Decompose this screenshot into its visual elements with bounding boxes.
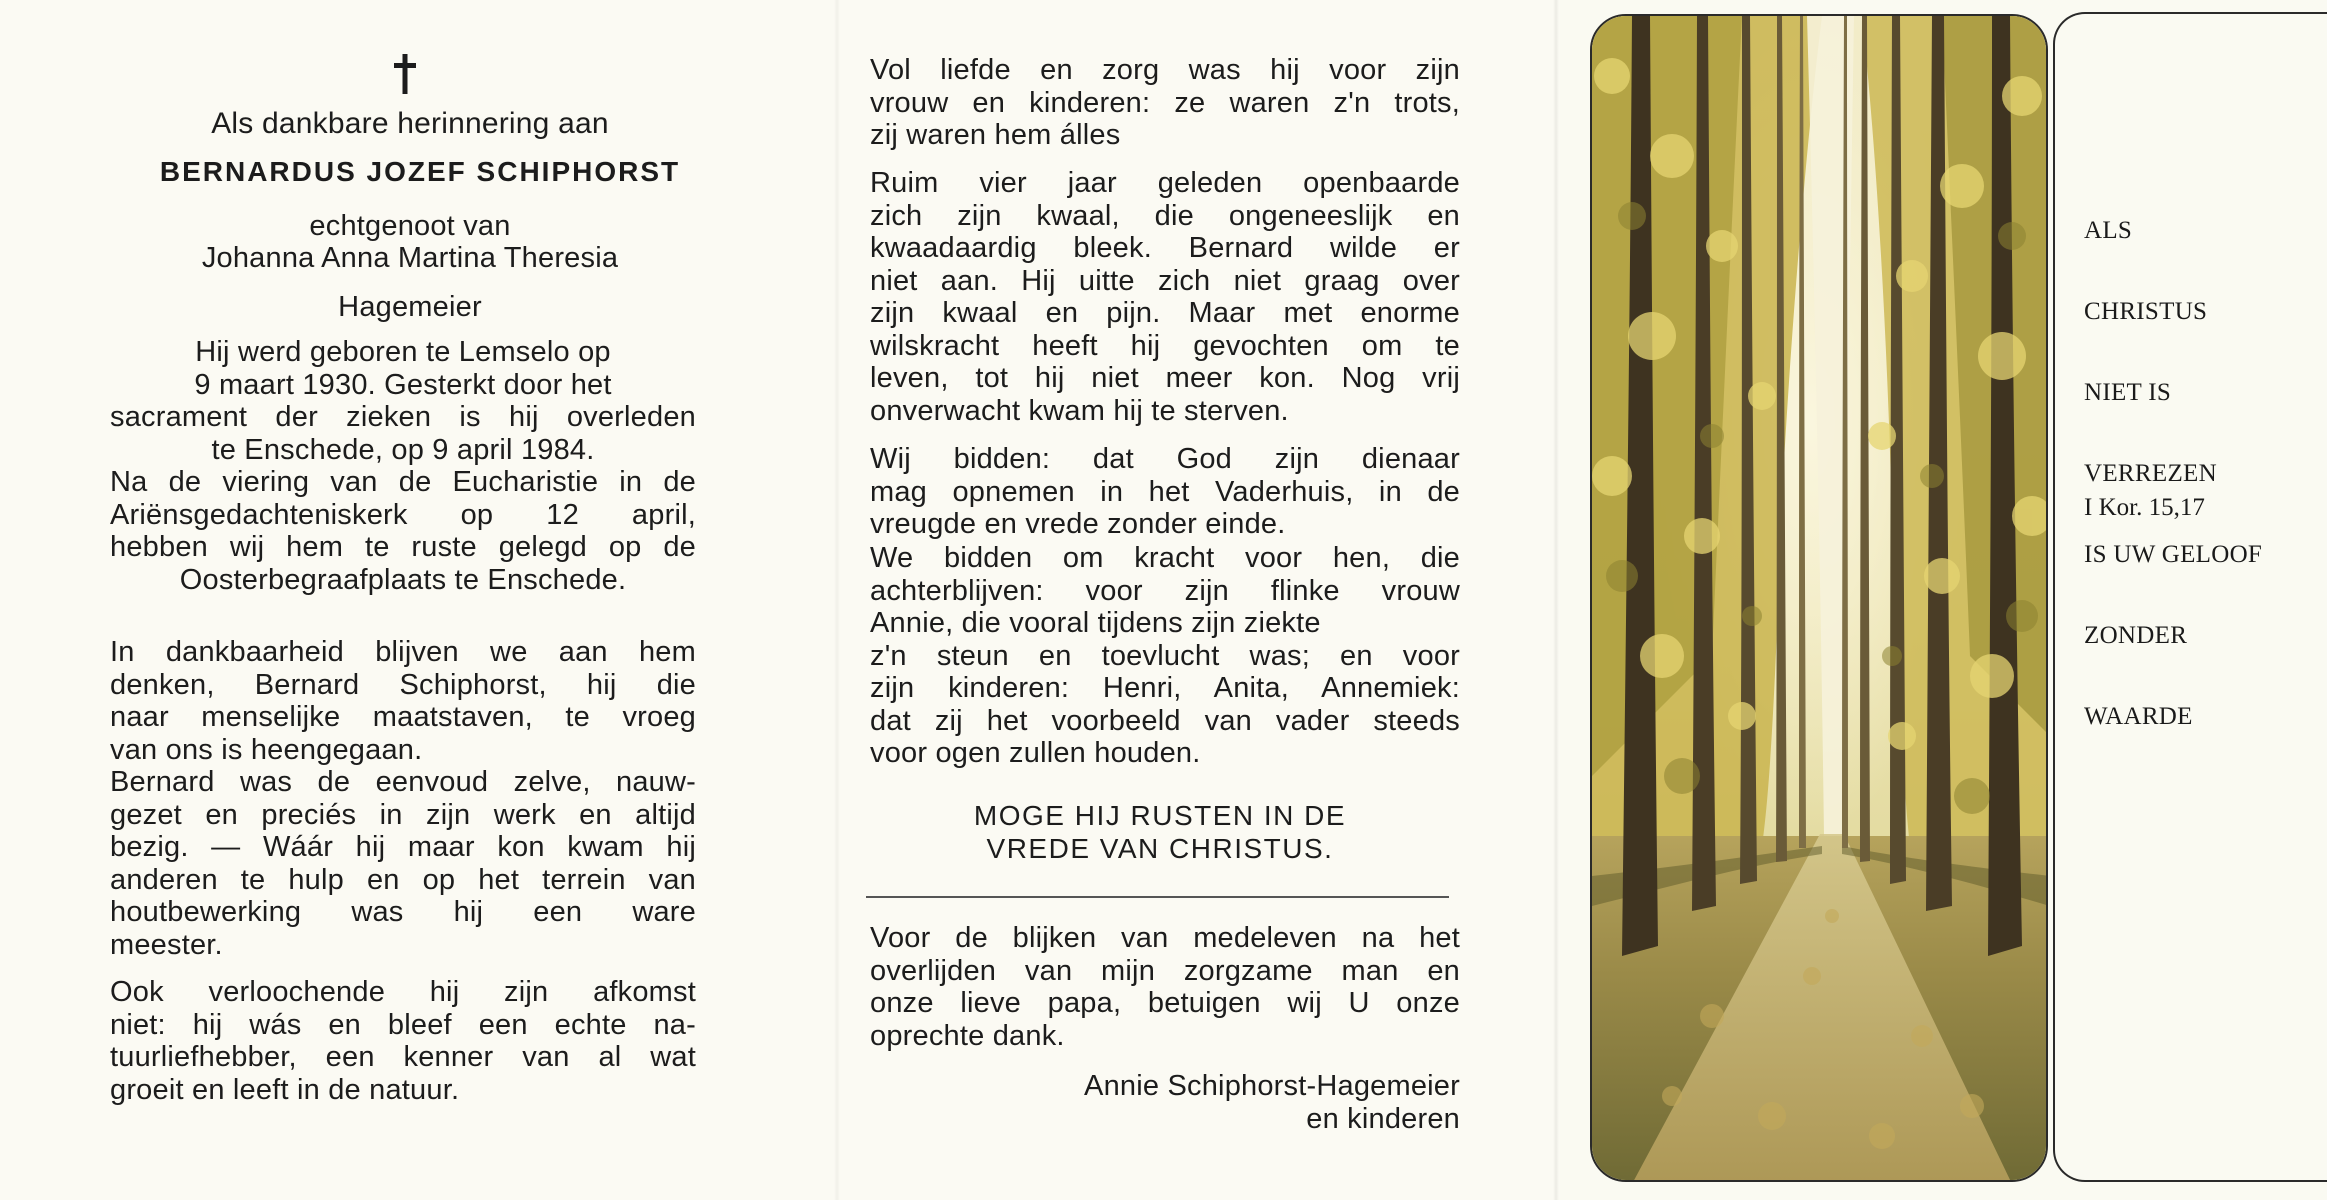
text-line: Annie, die vooral tijdens zijn ziekte bbox=[870, 607, 1321, 639]
text-line: MOGE HIJ RUSTEN IN DE bbox=[973, 800, 1347, 831]
signature-name: Annie Schiphorst-Hagemeier bbox=[1084, 1070, 1460, 1102]
text-line: bezig. — Wáár hij maar kon kwam hij bbox=[110, 831, 696, 863]
spouse-label: echtgenoot van bbox=[309, 210, 511, 242]
text-line: gezet en preciés in zijn werk en altijd bbox=[110, 798, 696, 831]
text-line: vrouw en kinderen: ze waren z'n trots, bbox=[870, 86, 1460, 119]
text-line: zijn kinderen: Henri, Anita, Annemiek: bbox=[870, 672, 1460, 704]
deceased-name: BERNARDUS JOZEF SCHIPHORST bbox=[159, 156, 681, 187]
prayer-paragraph bbox=[870, 443, 1460, 541]
text-line: leven, tot hij niet meer kon. Nog vrij bbox=[870, 362, 1460, 394]
text-line: Voor de blijken van medeleven na het bbox=[870, 922, 1460, 954]
spouse-given-names: Johanna Anna Martina Theresia bbox=[201, 242, 619, 274]
text-line: Ruim vier jaar geleden openbaarde bbox=[870, 167, 1460, 199]
signature-family: en kinderen bbox=[1306, 1102, 1460, 1135]
fold-line bbox=[1553, 0, 1559, 1200]
text-line: onverwacht kwam hij te sterven. bbox=[870, 394, 1289, 427]
text-line: Wij bidden: dat God zijn dienaar bbox=[870, 443, 1460, 475]
text-line: Bernard was de eenvoud zelve, nauw- bbox=[110, 766, 696, 798]
divider bbox=[866, 896, 1449, 898]
intercession-paragraph bbox=[870, 542, 1460, 770]
closing-blessing bbox=[880, 800, 1440, 865]
quote-line: WAARDE bbox=[2084, 702, 2193, 730]
text-line: Oosterbegraafplaats te Enschede. bbox=[179, 563, 627, 596]
illness-paragraph bbox=[870, 167, 1460, 427]
text-line: In dankbaarheid blijven we aan hem bbox=[110, 636, 696, 668]
text-line: oprechte dank. bbox=[870, 1019, 1065, 1052]
cross-icon bbox=[390, 52, 420, 96]
scripture-quote bbox=[2084, 170, 2324, 778]
spouse-surname: Hagemeier bbox=[338, 291, 482, 323]
fold-line bbox=[834, 0, 840, 1200]
text-line: voor ogen zullen houden. bbox=[870, 737, 1201, 769]
text-line: naar menselijke maatstaven, te vroeg bbox=[110, 701, 696, 733]
text-line: groeit en leeft in de natuur. bbox=[110, 1073, 460, 1106]
text-line: 9 maart 1930. Gesterkt door het bbox=[194, 368, 612, 401]
text-line: sacrament der zieken is hij overleden bbox=[110, 401, 696, 433]
intro-text: Als dankbare herinnering aan bbox=[211, 107, 609, 140]
text-line: vreugde en vrede zonder einde. bbox=[870, 508, 1286, 540]
quote-line: ZONDER bbox=[2084, 621, 2188, 649]
text-line: overlijden van mijn zorgzame man en bbox=[870, 954, 1460, 987]
text-line: Vol liefde en zorg was hij voor zijn bbox=[870, 54, 1460, 86]
thanks-paragraph bbox=[870, 922, 1460, 1052]
text-line: hebben wij hem te ruste gelegd op de bbox=[110, 531, 696, 563]
text-line: denken, Bernard Schiphorst, hij die bbox=[110, 668, 696, 701]
text-line: mag opnemen in het Vaderhuis, in de bbox=[870, 475, 1460, 508]
nature-paragraph bbox=[110, 976, 696, 1106]
quote-line: ALS bbox=[2084, 216, 2133, 244]
text-line: dat zij het voorbeeld van vader steeds bbox=[870, 704, 1460, 737]
quote-line: NIET IS bbox=[2084, 378, 2172, 406]
text-line: zijn kwaal en pijn. Maar met enorme bbox=[870, 297, 1460, 329]
quote-line: CHRISTUS bbox=[2084, 297, 2208, 325]
text-line: zij waren hem álles bbox=[870, 119, 1121, 151]
text-line: onze lieve papa, betuigen wij U onze bbox=[870, 987, 1460, 1019]
text-line: tuurliefhebber, een kenner van al wat bbox=[110, 1041, 696, 1073]
text-line: niet aan. Hij uitte zich niet graag over bbox=[870, 264, 1460, 297]
text-line: VREDE VAN CHRISTUS. bbox=[986, 832, 1334, 864]
text-line: van ons is heengegaan. bbox=[110, 733, 423, 766]
biography-paragraph bbox=[110, 336, 696, 596]
text-line: kwaadaardig bleek. Bernard wilde er bbox=[870, 232, 1460, 264]
text-line: Ariënsgedachteniskerk op 12 april, bbox=[110, 498, 696, 531]
text-line: Na de viering van de Eucharistie in de bbox=[110, 466, 696, 498]
text-line: te Enschede, op 9 april 1984. bbox=[211, 433, 595, 466]
quote-line: VERREZEN bbox=[2084, 459, 2217, 487]
text-line: meester. bbox=[110, 928, 223, 961]
quote-line: IS UW GELOOF bbox=[2084, 540, 2263, 568]
text-line: niet: hij wás en bleef een echte na- bbox=[110, 1008, 696, 1041]
love-paragraph bbox=[870, 54, 1460, 152]
text-line: anderen te hulp en op het terrein van bbox=[110, 863, 696, 896]
text-line: z'n steun en toevlucht was; en voor bbox=[870, 639, 1460, 672]
text-line: achterblijven: voor zijn flinke vrouw bbox=[870, 574, 1460, 607]
text-line: zich zijn kwaal, die ongeneeslijk en bbox=[870, 199, 1460, 232]
signature bbox=[980, 1070, 1460, 1135]
text-line: Ook verloochende hij zijn afkomst bbox=[110, 976, 696, 1008]
text-line: wilskracht heeft hij gevochten om te bbox=[870, 329, 1460, 362]
text-line: We bidden om kracht voor hen, die bbox=[870, 542, 1460, 574]
scripture-reference: I Kor. 15,17 bbox=[2084, 494, 2205, 521]
autumn-avenue-photo bbox=[1590, 14, 2048, 1182]
text-line: Hij werd geboren te Lemselo op bbox=[195, 336, 611, 368]
text-line: houtbewerking was hij een ware bbox=[110, 896, 696, 928]
memory-paragraph bbox=[110, 636, 696, 766]
character-paragraph bbox=[110, 766, 696, 961]
